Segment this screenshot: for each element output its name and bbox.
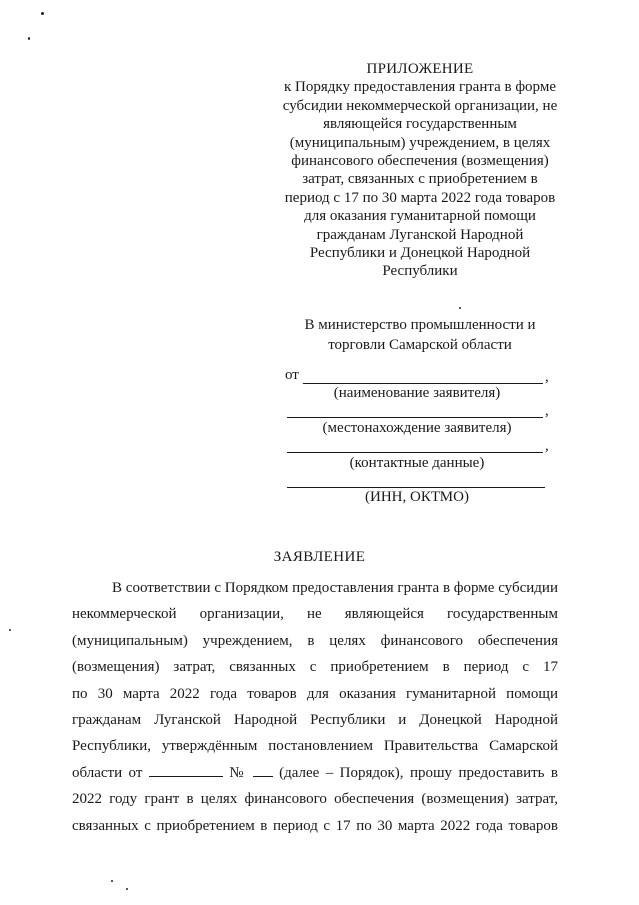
field-comma: , bbox=[545, 369, 549, 385]
number-sign: № bbox=[229, 764, 247, 781]
date-blank-field[interactable] bbox=[149, 764, 223, 777]
statement-line: В соответствии с Порядком предоставления гранта в форме субсидии bbox=[112, 580, 558, 596]
addressee-line: торговли Самарской области bbox=[328, 337, 512, 353]
statement-line: (возмещения) затрат, связанных с приобретением в период с 17 bbox=[72, 659, 558, 676]
applicant-inn-field[interactable] bbox=[287, 487, 545, 488]
statement-line: связанных с приобретением в период с 17 по 30 марта 2022 года товаров bbox=[72, 817, 558, 834]
appendix-line: Республики и Донецкой Народной bbox=[309, 245, 531, 262]
line8-suffix: (далее – Порядок), прошу предоставить в bbox=[279, 764, 559, 781]
statement-line: гражданам Луганской Народной Республики и Донецкой Народной bbox=[72, 712, 558, 729]
appendix-line: субсидии некоммерческой организации, не bbox=[282, 97, 558, 114]
applicant-location-caption: (местонахождение заявителя) bbox=[322, 420, 512, 436]
appendix-line: финансового обеспечения (возмещения) bbox=[291, 153, 549, 170]
scan-speck bbox=[9, 629, 11, 631]
statement-line: некоммерческой организации, не являющейся государственным bbox=[72, 606, 558, 623]
field-comma: , bbox=[545, 403, 549, 419]
scan-speck bbox=[41, 12, 44, 15]
from-label: от bbox=[285, 367, 299, 383]
scan-speck bbox=[126, 888, 128, 890]
statement-line-with-blanks bbox=[72, 760, 558, 786]
applicant-inn-caption: (ИНН, ОКТМО) bbox=[365, 489, 469, 505]
statement-line: 2022 году грант в целях финансового обеспечения (возмещения) затрат, bbox=[72, 791, 558, 808]
addressee-line: В министерство промышленности и bbox=[304, 317, 536, 333]
appendix-line: Республики bbox=[382, 263, 458, 280]
appendix-line: для оказания гуманитарной помощи bbox=[304, 208, 536, 225]
appendix-header bbox=[270, 60, 570, 281]
line8-prefix: области от bbox=[72, 764, 143, 781]
statement-line: по 30 марта 2022 года товаров для оказания гуманитарной помощи bbox=[72, 685, 558, 702]
statement-body bbox=[72, 575, 558, 839]
addressee-block bbox=[270, 315, 570, 355]
scan-speck bbox=[459, 307, 461, 309]
appendix-line: период с 17 по 30 марта 2022 года товаров bbox=[284, 189, 556, 206]
scan-speck bbox=[111, 880, 113, 882]
statement-line: (муниципальным) учреждением, в целях финансового обеспечения bbox=[72, 632, 558, 649]
appendix-line: затрат, связанных с приобретением в bbox=[302, 171, 538, 188]
statement-title: ЗАЯВЛЕНИЕ bbox=[273, 549, 366, 565]
statement-line: Республики, утверждённым постановлением Правительства Самарской bbox=[72, 738, 558, 755]
field-comma: , bbox=[545, 438, 549, 454]
applicant-contacts-caption: (контактные данные) bbox=[349, 455, 485, 471]
appendix-line: гражданам Луганской Народной bbox=[316, 226, 524, 243]
applicant-contacts-field[interactable] bbox=[287, 452, 543, 453]
scan-speck bbox=[28, 37, 30, 40]
applicant-location-field[interactable] bbox=[287, 417, 543, 418]
appendix-title: ПРИЛОЖЕНИЕ bbox=[366, 61, 474, 77]
appendix-line: являющейся государственным bbox=[323, 116, 517, 133]
appendix-line: (муниципальным) учреждением, в целях bbox=[289, 134, 551, 151]
applicant-name-caption: (наименование заявителя) bbox=[333, 385, 501, 401]
appendix-line: к Порядку предоставления гранта в форме bbox=[284, 79, 556, 96]
applicant-name-field[interactable] bbox=[303, 383, 543, 384]
number-blank-field[interactable] bbox=[253, 764, 273, 777]
